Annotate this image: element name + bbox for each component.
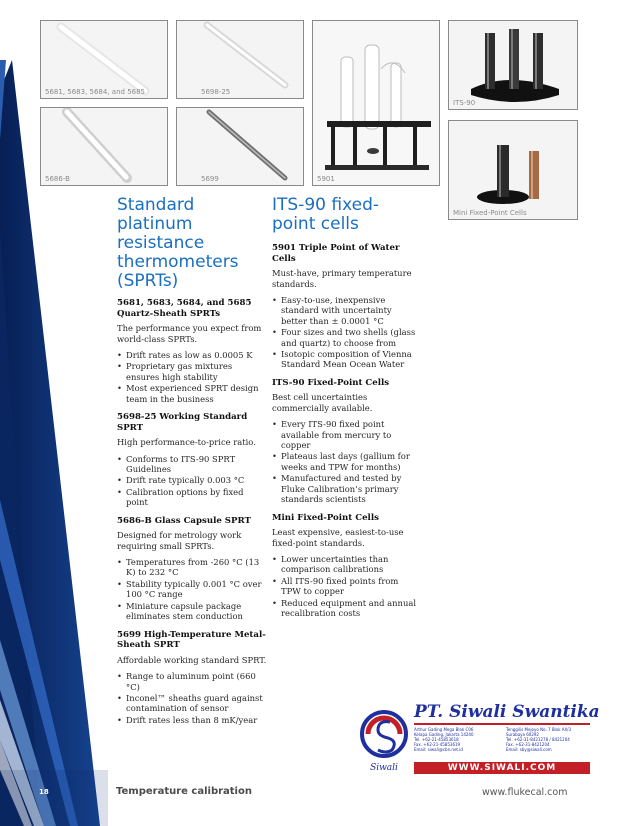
- section-intro: Affordable working standard SPRT.: [117, 654, 267, 665]
- list-item: • Every ITS-90 fixed point available from mercury to copper: [272, 419, 420, 450]
- section-heading: ITS-90 Fixed-Point Cells: [272, 377, 390, 388]
- list-item: • Drift rates as low as 0.0005 K: [117, 350, 267, 360]
- logo-wordmark: Siwali: [370, 763, 398, 773]
- photo-sprt-5699: [176, 107, 304, 186]
- section-heading: 5901 Triple Point of Water Cells: [272, 243, 400, 264]
- list-item: • Four sizes and two shells (glass and quartz) to choose from: [272, 327, 420, 348]
- footer-section-title: Temperature calibration: [116, 786, 252, 797]
- section-heading: 5681, 5683, 5684, and 5685 Quartz-Sheath SPRTs: [117, 298, 252, 319]
- photo-caption: 5681, 5683, 5684, and 5685: [45, 88, 146, 96]
- section-heading: Mini Fixed-Point Cells: [272, 512, 379, 523]
- list-item: • Manufactured and tested by Fluke Calibration’s primary standards scientists: [272, 473, 420, 504]
- list-item: • Proprietary gas mixtures ensures high stability: [117, 361, 267, 382]
- list-item: • Inconel™ sheaths guard against contamination of sensor: [117, 693, 267, 714]
- sprt-column: [117, 298, 267, 733]
- section-working-standard-sprt: [117, 412, 267, 508]
- page-number: 18: [39, 788, 49, 796]
- list-item: • All ITS-90 fixed points from TPW to copper: [272, 576, 420, 597]
- list-item: • Miniature capsule package eliminates stem conduction: [117, 601, 267, 622]
- bullet-list: [272, 419, 420, 504]
- section-intro: Least expensive, easiest-to-use fixed-point standards.: [272, 527, 404, 548]
- list-item: • Conforms to ITS-90 SPRT Guidelines: [117, 454, 267, 475]
- siwali-logo-icon: [358, 708, 410, 774]
- list-item: • Reduced equipment and annual recalibration costs: [272, 598, 420, 619]
- bullet-list: [117, 350, 267, 404]
- list-item: • Drift rate typically 0.003 °C: [117, 475, 267, 485]
- list-item: • Calibration options by fixed point: [117, 487, 267, 508]
- bullet-list: [272, 295, 420, 370]
- section-intro: High performance-to-price ratio.: [117, 437, 256, 448]
- bullet-list: [272, 554, 420, 618]
- footer-website: www.flukecal.com: [482, 787, 568, 798]
- photo-5901-cells: [312, 20, 440, 186]
- stamp-divider: [414, 723, 590, 725]
- list-item: • Most experienced SPRT design team in the business: [117, 383, 267, 404]
- list-item: • Isotopic composition of Vienna Standard Mean Ocean Water: [272, 349, 420, 370]
- section-quartz-sheath-sprts: [117, 298, 267, 404]
- photo-sprt-quartz: [40, 20, 168, 99]
- section-heading: 5686-B Glass Capsule SPRT: [117, 515, 251, 526]
- photo-caption: 5686-B: [45, 175, 70, 183]
- list-item: • Lower uncertainties than comparison calibrations: [272, 554, 420, 575]
- bullet-list: [117, 557, 267, 621]
- bullet-list: [117, 671, 267, 725]
- section-mini-fixed-point-cells: [272, 513, 420, 619]
- section-its90-fixed-point-cells: [272, 378, 420, 505]
- section-metal-sheath-sprt: [117, 630, 267, 726]
- company-website: WWW.SIWALI.COM: [414, 762, 590, 774]
- fixed-point-cells-column: [272, 243, 420, 626]
- photo-caption: 5698-25: [201, 88, 231, 96]
- company-name: PT. Siwali Swantika: [414, 702, 600, 722]
- photo-caption: ITS-90: [453, 99, 476, 107]
- photo-mini-cells: [448, 120, 578, 220]
- photo-sprt-5686b: [40, 107, 168, 186]
- photo-caption: Mini Fixed-Point Cells: [453, 209, 527, 217]
- section-intro: Designed for metrology work requiring small SPRTs.: [117, 530, 242, 551]
- section-glass-capsule-sprt: [117, 516, 267, 622]
- photo-sprt-5698: [176, 20, 304, 99]
- list-item: • Stability typically 0.001 °C over 100 °C range: [117, 579, 267, 600]
- section-intro: The performance you expect from world-class SPRTs.: [117, 323, 262, 344]
- section-intro: Best cell uncertainties commercially available.: [272, 392, 373, 413]
- bullet-list: [117, 454, 267, 508]
- photo-caption: 5699: [201, 175, 219, 183]
- section-intro: Must-have, primary temperature standards.: [272, 268, 412, 289]
- distributor-stamp: [356, 702, 600, 776]
- list-item: • Temperatures from -260 °C (13 K) to 232 °C: [117, 557, 267, 578]
- address-jakarta: Arthur Gading Mega Blok C06 Kelapa Gading, Jakarta 14240 Tel. +62-21-45853618 Fax. +62-21-45853619 Email: siwali@cbn.net.id: [414, 727, 474, 752]
- photo-caption: 5901: [317, 175, 335, 183]
- section-triple-point-water-cells: [272, 243, 420, 370]
- section-heading: 5699 High-Temperature Metal-Sheath SPRT: [117, 629, 266, 651]
- list-item: • Plateaus last days (gallium for weeks and TPW for months): [272, 451, 420, 472]
- list-item: • Drift rates less than 8 mK/year: [117, 715, 267, 725]
- section-heading: 5698-25 Working Standard SPRT: [117, 412, 248, 433]
- sprt-section-title: Standard platinum resistance thermometers (SPRTs): [117, 195, 239, 291]
- address-surabaya: Tenggilis Mejoyo No. 7 Blok AX/3 Surabaya 60292 Tel. +62-31-8421278 / 8421204 Fax. +62-31-8421204 Email: sby@siwali.com: [506, 727, 572, 752]
- list-item: • Range to aluminum point (660 °C): [117, 671, 267, 692]
- list-item: • Easy-to-use, inexpensive standard with uncertainty better than ± 0.0001 °C: [272, 295, 420, 326]
- photo-its90-cells: [448, 20, 578, 110]
- fixed-point-cells-section-title: ITS-90 fixed- point cells: [272, 195, 379, 234]
